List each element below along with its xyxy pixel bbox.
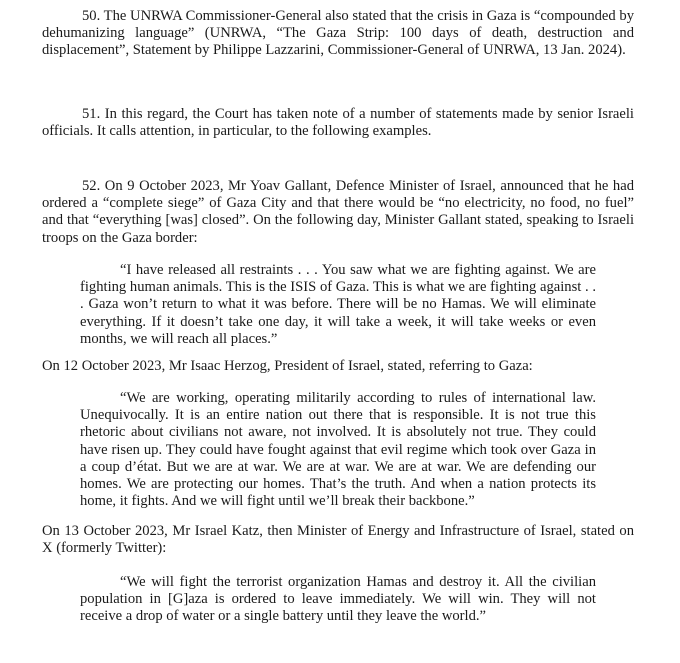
paragraph-50: 50. The UNRWA Commissioner-General also stated that the crisis in Gaza is “compounded by dehumanizing language” (UNRWA, “The Gaza Strip: 100 days of death, destruction and displacement”, Statement by Philippe Lazzarini, Commissioner-General of UNRWA, 13 Jan. 2024). (42, 8, 634, 59)
quote-gallant: “I have released all restraints . . . You saw what we are fighting against. We are fighting human animals. This is the ISIS of Gaza. This is what we are fighting against . . . Gaza won’t return to what it was before. There will be no Hamas. We will eliminate everything. If it doesn’t take one day, it will take a week, it will take weeks or even months, we will reach all places.” (80, 262, 596, 347)
quote-katz: “We will fight the terrorist organization Hamas and destroy it. All the civilian population in [G]aza is ordered to leave immediately. We will win. They will not receive a drop of water or a single battery until they leave the world.” (80, 574, 596, 625)
paragraph-51: 51. In this regard, the Court has taken note of a number of statements made by senior Israeli officials. It calls attention, in particular, to the following examples. (42, 106, 634, 140)
intro-katz: On 13 October 2023, Mr Israel Katz, then Minister of Energy and Infrastructure of Israel, stated on X (formerly Twitter): (42, 523, 634, 557)
intro-herzog: On 12 October 2023, Mr Isaac Herzog, President of Israel, stated, referring to Gaza: (42, 358, 533, 374)
paragraph-52: 52. On 9 October 2023, Mr Yoav Gallant, Defence Minister of Israel, announced that he had ordered a “complete siege” of Gaza City and that there would be “no electricity, no food, no fuel” and that “everything [was] closed”. On the following day, Minister Gallant stated, speaking to Israeli troops on the Gaza border: (42, 178, 634, 246)
quote-herzog: “We are working, operating militarily according to rules of international law. Unequivocally. It is an entire nation out there that is responsible. It is not true this rhetoric about civilians not aware, not involved. It is absolutely not true. They could have risen up. They could have fought against that evil regime which took over Gaza in a coup d’état. But we are at war. We are at war. We are at war. We are defending our homes. We are protecting our homes. That’s the truth. And when a nation protects its home, it fights. And we will fight until we’ll break their backbone.” (80, 390, 596, 510)
